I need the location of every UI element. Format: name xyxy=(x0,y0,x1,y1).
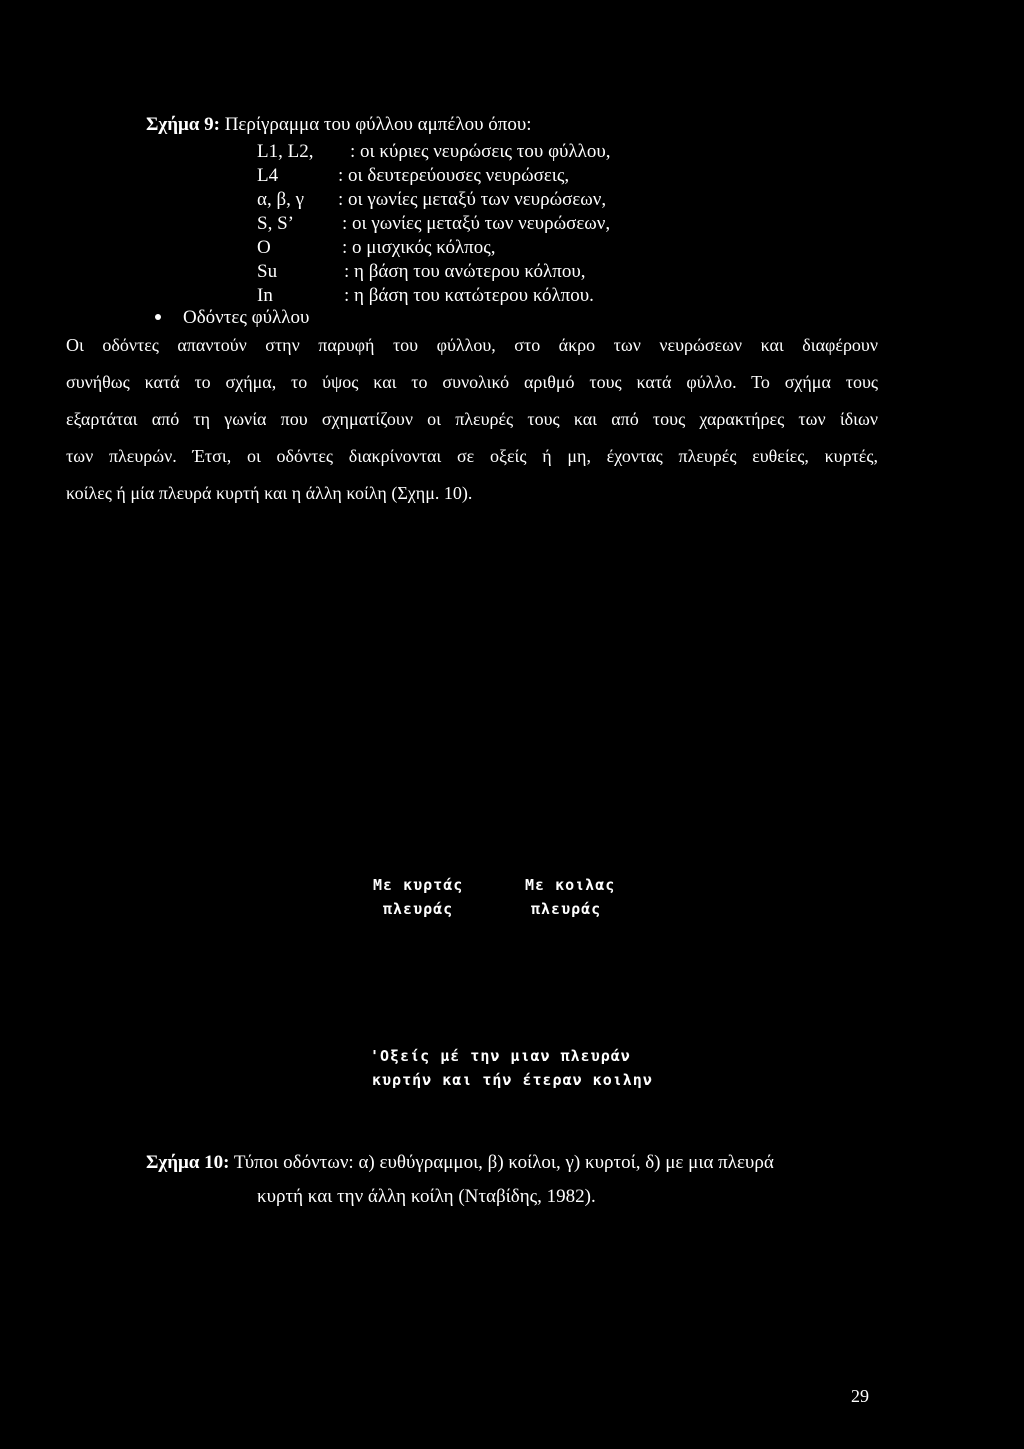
legend-description: : ο μισχικός κόλπος, xyxy=(342,237,496,258)
convex-teeth-label-line2: πλευράς xyxy=(383,900,454,918)
bullet-heading-text: Οδόντες φύλλου xyxy=(183,307,310,328)
legend-symbol: α, β, γ xyxy=(257,189,305,210)
legend-symbol: S, S’ xyxy=(257,213,294,234)
paragraph-line: των πλευρών. Έτσι, οι οδόντες διακρίνονται σε οξείς ή μη, έχοντας πλευρές ευθείες, κυρτές, xyxy=(66,446,878,466)
mixed-teeth-label-line1: 'Οξείς μέ την μιαν πλευράν xyxy=(370,1047,631,1065)
page-number: 29 xyxy=(851,1386,869,1406)
legend-description: : οι κύριες νευρώσεις του φύλλου, xyxy=(350,141,611,162)
bullet-heading xyxy=(155,306,309,330)
legend-description: : οι γωνίες μεταξύ των νευρώσεων, xyxy=(338,189,607,210)
figure-10-label: Σχήμα 10: xyxy=(146,1152,230,1173)
convex-teeth-label-line1: Με κυρτάς xyxy=(373,876,464,894)
figure-9-caption xyxy=(146,113,532,137)
legend-symbol: In xyxy=(257,285,273,306)
legend-description: : η βάση του κατώτερου κόλπου. xyxy=(344,285,594,306)
figure-10-caption-line1 xyxy=(146,1151,774,1175)
figure-10-caption-line2: κυρτή και την άλλη κοίλη (Νταβίδης, 1982). xyxy=(257,1186,596,1207)
figure-9-label: Σχήμα 9: xyxy=(146,114,220,135)
legend-description: : οι γωνίες μεταξύ των νευρώσεων, xyxy=(342,213,611,234)
paragraph-line: κοίλες ή μία πλευρά κυρτή και η άλλη κοίλη (Σχημ. 10). xyxy=(66,483,473,503)
legend-symbol: L1, L2, xyxy=(257,141,314,162)
paragraph-line: συνήθως κατά το σχήμα, το ύψος και το συνολικό αριθμό τους κατά φύλλο. Το σχήμα τους xyxy=(66,372,878,392)
mixed-teeth-label-line2: κυρτήν και τήν έτεραν κοιλην xyxy=(372,1071,653,1089)
legend-symbol: L4 xyxy=(257,165,279,186)
legend-description: : η βάση του ανώτερου κόλπου, xyxy=(344,261,586,282)
legend-symbol: Su xyxy=(257,261,278,282)
legend-description: : οι δευτερεύουσες νευρώσεις, xyxy=(338,165,570,186)
concave-teeth-label-line1: Με κοιλας xyxy=(525,876,616,894)
figure-9-caption-text: Περίγραμμα του φύλλου αμπέλου όπου: xyxy=(224,114,532,135)
legend-symbol: O xyxy=(257,237,271,258)
paragraph-line: εξαρτάται από τη γωνία που σχηματίζουν οι πλευρές τους και από τους χαρακτήρες των ίδιων xyxy=(66,409,878,429)
figure-10-caption-text: Τύποι οδόντων: α) ευθύγραμμοι, β) κοίλοι, γ) κυρτοί, δ) με μια πλευρά xyxy=(233,1152,774,1173)
paragraph-line: Οι οδόντες απαντούν στην παρυφή του φύλλου, στο άκρο των νευρώσεων και διαφέρουν xyxy=(66,335,878,355)
bullet-icon xyxy=(155,314,161,320)
concave-teeth-label-line2: πλευράς xyxy=(531,900,602,918)
